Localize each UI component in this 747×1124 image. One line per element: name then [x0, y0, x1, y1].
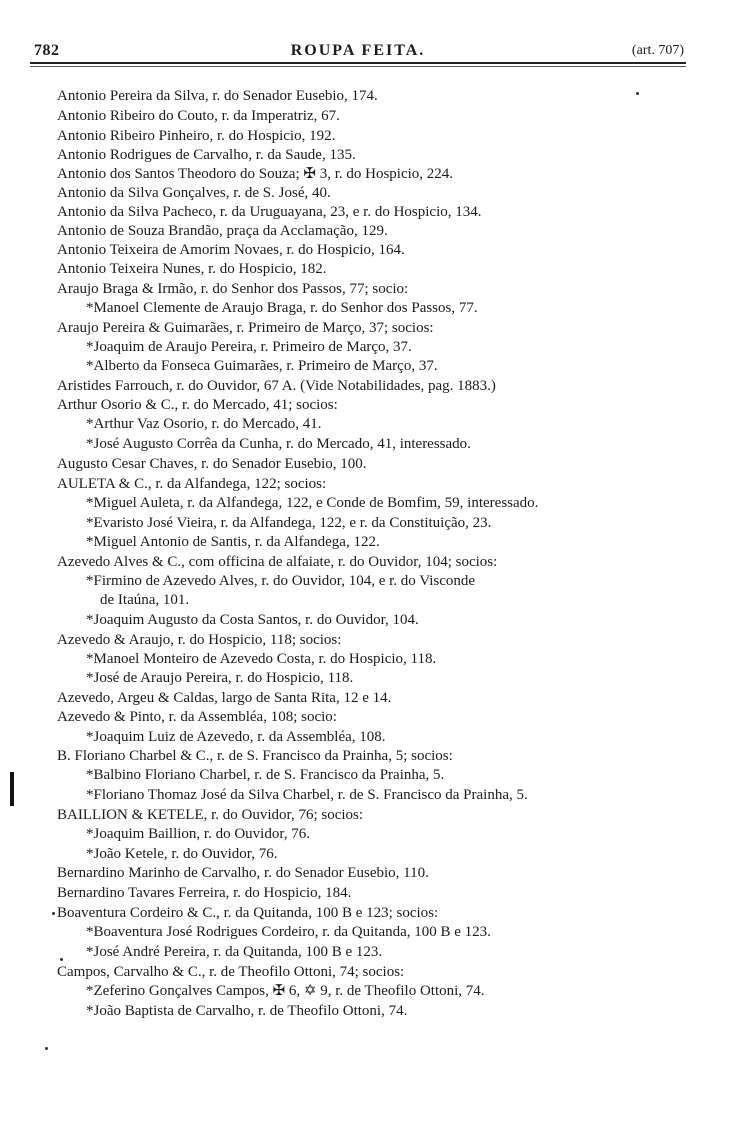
- page-header: [30, 38, 686, 62]
- entry-partner-line: *Manoel Clemente de Araujo Braga, r. do Senhor dos Passos, 77.: [86, 300, 478, 316]
- entry-line: Antonio Ribeiro do Couto, r. da Imperatriz, 67.: [57, 108, 340, 124]
- entry-partner-line: *Joaquim Baillion, r. do Ouvidor, 76.: [86, 826, 310, 842]
- entry-partner-line: *Firmino de Azevedo Alves, r. do Ouvidor, 104, e r. do Visconde: [86, 573, 476, 589]
- entry-line: Azevedo & Araujo, r. do Hospicio, 118; socios:: [57, 632, 342, 648]
- scan-speck: [45, 1047, 48, 1050]
- entry-line: Antonio Ribeiro Pinheiro, r. do Hospicio, 192.: [57, 128, 336, 144]
- entry-line: Boaventura Cordeiro & C., r. da Quitanda, 100 B e 123; socios:: [57, 905, 439, 921]
- entry-line: AULETA & C., r. da Alfandega, 122; socios:: [57, 476, 327, 492]
- header-rule: [30, 62, 686, 64]
- page-title: ROUPA FEITA.: [290, 42, 426, 59]
- entry-line: Antonio Teixeira de Amorim Novaes, r. do Hospicio, 164.: [57, 242, 405, 258]
- entry-line: Araujo Pereira & Guimarães, r. Primeiro de Março, 37; socios:: [57, 320, 434, 336]
- entry-partner-line: *Joaquim Luiz de Azevedo, r. da Assembléa, 108.: [86, 729, 386, 745]
- scan-speck: [636, 92, 639, 95]
- entry-line: Arthur Osorio & C., r. do Mercado, 41; socios:: [57, 397, 338, 413]
- entry-partner-line: *Alberto da Fonseca Guimarães, r. Primeiro de Março, 37.: [86, 358, 438, 374]
- entry-line: Azevedo Alves & C., com officina de alfaiate, r. do Ouvidor, 104; socios:: [57, 554, 498, 570]
- entry-partner-line: *Manoel Monteiro de Azevedo Costa, r. do Hospicio, 118.: [86, 651, 437, 667]
- entry-partner-line: *João Baptista de Carvalho, r. de Theofilo Ottoni, 74.: [86, 1003, 408, 1019]
- entry-partner-line: *Zeferino Gonçalves Campos, ✠ 6, ✡ 9, r. de Theofilo Ottoni, 74.: [86, 983, 485, 999]
- entry-line: Antonio da Silva Pacheco, r. da Uruguayana, 23, e r. do Hospicio, 134.: [57, 204, 482, 220]
- entry-partner-line: *Miguel Auleta, r. da Alfandega, 122, e Conde de Bomfim, 59, interessado.: [86, 495, 539, 511]
- entry-line: Antonio Pereira da Silva, r. do Senador Eusebio, 174.: [57, 88, 378, 104]
- entry-partner-line: *Boaventura José Rodrigues Cordeiro, r. da Quitanda, 100 B e 123.: [86, 924, 491, 940]
- entry-partner-line: *Evaristo José Vieira, r. da Alfandega, 122, e r. da Constituição, 23.: [86, 515, 492, 531]
- entry-line: B. Floriano Charbel & C., r. de S. Francisco da Prainha, 5; socios:: [57, 748, 453, 764]
- entry-line: Antonio dos Santos Theodoro do Souza; ✠ 3, r. do Hospicio, 224.: [57, 166, 454, 182]
- entry-line: Araujo Braga & Irmão, r. do Senhor dos Passos, 77; socio:: [57, 281, 409, 297]
- entry-line: Azevedo & Pinto, r. da Assembléa, 108; socio:: [57, 709, 337, 725]
- entry-continuation-line: de Itaúna, 101.: [100, 592, 190, 608]
- scan-margin-mark: [10, 772, 14, 806]
- entry-partner-line: *João Ketele, r. do Ouvidor, 76.: [86, 846, 278, 862]
- entry-partner-line: *Joaquim de Araujo Pereira, r. Primeiro de Março, 37.: [86, 339, 412, 355]
- entry-line: Campos, Carvalho & C., r. de Theofilo Ottoni, 74; socios:: [57, 964, 405, 980]
- entry-line: Aristides Farrouch, r. do Ouvidor, 67 A. (Vide Notabilidades, pag. 1883.): [57, 378, 496, 394]
- entry-line: Bernardino Tavares Ferreira, r. do Hospicio, 184.: [57, 885, 352, 901]
- entry-partner-line: *José Augusto Corrêa da Cunha, r. do Mercado, 41, interessado.: [86, 436, 471, 452]
- entry-line: Antonio Teixeira Nunes, r. do Hospicio, 182.: [57, 261, 327, 277]
- entry-partner-line: *Balbino Floriano Charbel, r. de S. Francisco da Prainha, 5.: [86, 767, 445, 783]
- entry-line: Bernardino Marinho de Carvalho, r. do Senador Eusebio, 110.: [57, 865, 429, 881]
- entry-partner-line: *Arthur Vaz Osorio, r. do Mercado, 41.: [86, 416, 322, 432]
- entry-partner-line: *José de Araujo Pereira, r. do Hospicio, 118.: [86, 670, 354, 686]
- entry-partner-line: *Joaquim Augusto da Costa Santos, r. do Ouvidor, 104.: [86, 612, 419, 628]
- entry-line: Antonio de Souza Brandão, praça da Acclamação, 129.: [57, 223, 388, 239]
- entry-line: Antonio da Silva Gonçalves, r. de S. José, 40.: [57, 185, 331, 201]
- scan-speck: [60, 958, 63, 961]
- entry-partner-line: *Floriano Thomaz José da Silva Charbel, r. de S. Francisco da Prainha, 5.: [86, 787, 528, 803]
- entry-line: Antonio Rodrigues de Carvalho, r. da Saude, 135.: [57, 147, 356, 163]
- article-reference: (art. 707): [631, 43, 684, 58]
- page-number: 782: [34, 42, 60, 59]
- entry-line: BAILLION & KETELE, r. do Ouvidor, 76; socios:: [57, 807, 364, 823]
- scan-speck: [52, 912, 55, 915]
- header-rule-thin: [30, 66, 686, 67]
- entry-partner-line: *Miguel Antonio de Santis, r. da Alfandega, 122.: [86, 534, 380, 550]
- entry-line: Azevedo, Argeu & Caldas, largo de Santa Rita, 12 e 14.: [57, 690, 392, 706]
- entry-partner-line: *José André Pereira, r. da Quitanda, 100 B e 123.: [86, 944, 383, 960]
- entry-line: Augusto Cesar Chaves, r. do Senador Eusebio, 100.: [57, 456, 367, 472]
